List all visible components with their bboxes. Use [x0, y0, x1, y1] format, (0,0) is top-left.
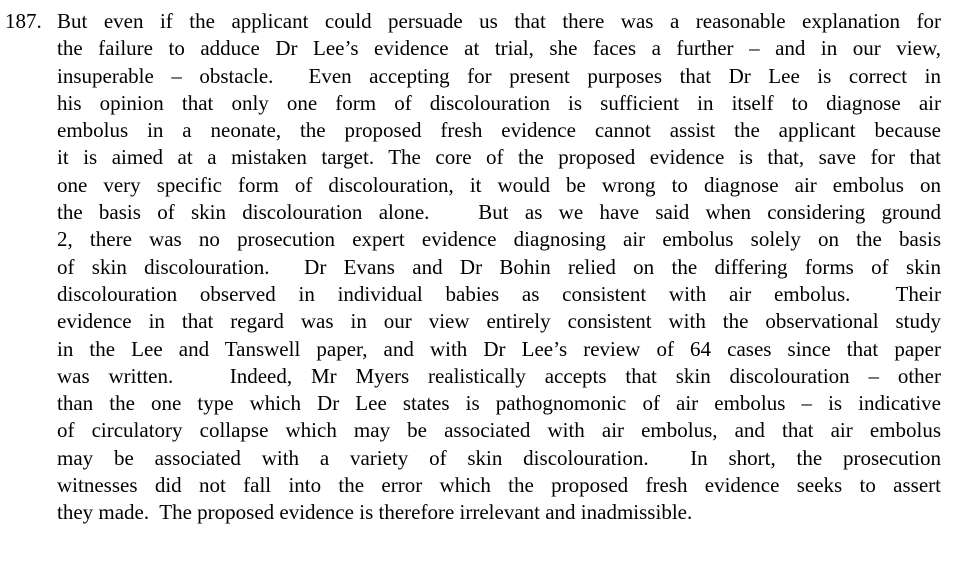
text-line: may be associated with a variety of skin discolouration. In short, the prosecution	[57, 445, 941, 470]
text-line: in the Lee and Tanswell paper, and with Dr Lee’s review of 64 cases since that paper	[57, 336, 941, 361]
text-line: of circulatory collapse which may be associated with air embolus, and that air embolus	[57, 418, 941, 443]
text-line: 2, there was no prosecution expert evidence diagnosing air embolus solely on the basis	[57, 227, 941, 252]
text-line: insuperable – obstacle. Even accepting for present purposes that Dr Lee is correct in	[57, 63, 941, 88]
text-line: embolus in a neonate, the proposed fresh evidence cannot assist the applicant because	[57, 118, 941, 143]
text-line: evidence in that regard was in our view entirely consistent with the observational study	[57, 309, 941, 334]
paragraph-number: 187.	[5, 9, 42, 33]
text-line: one very specific form of discolouration, it would be wrong to diagnose air embolus on	[57, 172, 941, 197]
text-line: witnesses did not fall into the error which the proposed fresh evidence seeks to assert	[57, 473, 941, 498]
text-line: his opinion that only one form of discolouration is sufficient in itself to diagnose air	[57, 90, 941, 115]
paragraph-187	[5, 8, 941, 527]
paragraph-text	[57, 8, 941, 527]
text-line: was written. Indeed, Mr Myers realistically accepts that skin discolouration – other	[57, 363, 941, 388]
text-line: discolouration observed in individual babies as consistent with air embolus. Their	[57, 281, 941, 306]
text-line: the basis of skin discolouration alone. But as we have said when considering ground	[57, 200, 941, 225]
text-line: it is aimed at a mistaken target. The core of the proposed evidence is that, save for that	[57, 145, 941, 170]
text-line: the failure to adduce Dr Lee’s evidence at trial, she faces a further – and in our view,	[57, 36, 941, 61]
text-line: they made. The proposed evidence is therefore irrelevant and inadmissible.	[57, 500, 693, 525]
text-line: than the one type which Dr Lee states is pathognomonic of air embolus – is indicative	[57, 391, 941, 416]
text-line: But even if the applicant could persuade us that there was a reasonable explanation for	[57, 9, 941, 33]
text-line: of skin discolouration. Dr Evans and Dr Bohin relied on the differing forms of skin	[57, 254, 941, 279]
